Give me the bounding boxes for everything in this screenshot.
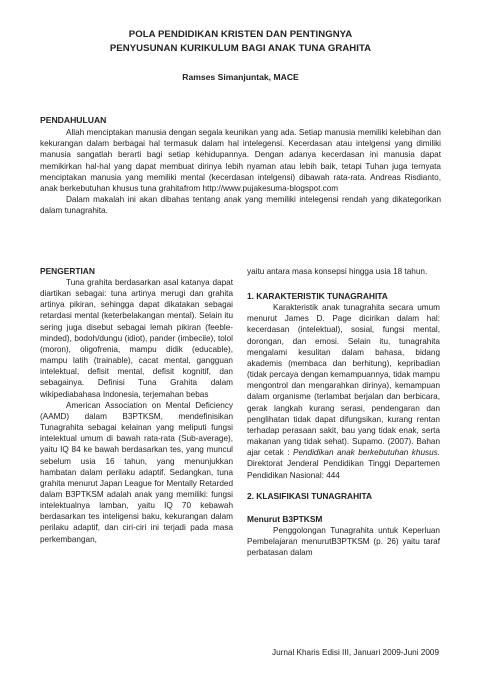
title-line-1: POLA PENDIDIKAN KRISTEN DAN PENTINGNYA: [128, 29, 353, 40]
heading-karakteristik: 1. KARAKTERISTIK TUNAGRAHITA: [247, 291, 388, 302]
page-footer: Jurnal Kharis Edisi III, Januari 2009-Juni 2009: [271, 648, 439, 657]
section-pendahuluan: [40, 127, 441, 217]
title-line-2: PENYUSUNAN KURIKULUM BAGI ANAK TUNA GRAHITA: [109, 43, 372, 54]
paragraph: Tuna grahita berdasarkan asal katanya dapat diartikan sebagai: tuna artinya merugi dan grahita artinya pikiran, sehingga dapat dikatakan sebagai retardasi mental (keterbelakangan mental). Selain itu sering juga disebut sebagai lemah pikiran (feeble-minded), bodoh/dungu (idiot), pander (imbecile), tolol (moron), oligofrenia, mampu didik (educable), mampu latih (trainable), cacat mental, gangguan intelektual, defisit mental, defisit kognitif, dan sebagainya. Definisi Tuna Grahita dalam wikipediabahasa Indonesia, terjemahan bebas: [40, 278, 233, 399]
paragraph: [247, 302, 440, 481]
heading-klasifikasi: 2. KLASIFIKASI TUNAGRAHITA: [247, 490, 373, 501]
paragraph-continuation: yaitu antara masa konsepsi hingga usia 18 tahun.: [247, 267, 428, 276]
right-column: [247, 266, 440, 558]
paragraph: Allah menciptakan manusia dengan segala keunikan yang ada. Setiap manusia memiliki kelebihan dan kekurangan dalam berbagai hal termasuk dalam hal intelegensi. Kecerdasan atau intelgensi yang dimiliki manusia sangatlah berarti bagi setiap kehidupannya. Dengan adanya kecerdasan ini manusia dapat memikirkan hal-hal yang dapat membuat dirinya lebih nyaman atau lebih baik, tetapi Tuhan juga ternyata menciptakan manusia yang memiliki mental (kecerdasan intelgensi) dibawah rata-rata. Andreas Risdianto, anak berkebutuhan khusus tuna grahitafrom http://www.pujakesuma-blogspot.com: [40, 128, 441, 194]
heading-pendahuluan: PENDAHULUAN: [40, 115, 107, 125]
paragraph: American Association on Mental Deficiency (AAMD) dalam B3PTKSM, mendefinisikan Tunagrahita sebagai kelainan yang meliputi fungsi intelektual umum di bawah rata-rata (Sub-average), yaitu IQ 84 ke bawah berdasarkan tes, yang muncul sebelum usia 16 tahun, yang menunjukkan hambatan dalam perilaku adaptif. Sedangkan, tuna grahita menurut Japan League for Mentally Retarded dalam B3PTKSM adalah anak yang memiliki: fungsi intelektualnya lamban, yaitu IQ 70 kebawah berdasarkan tes inteligensi baku, kekurangan dalam perilaku adaptif, dan ciri-ciri ini terjadi pada masa perkembangan,: [40, 400, 233, 544]
article-title: [40, 28, 441, 56]
paragraph: Dalam makalah ini akan dibahas tentang anak yang memiliki intelegensi rendah yang dikategorikan dalam tunagrahita.: [40, 195, 441, 216]
italic-title: Pendidikan anak berkebutuhan khusus.: [292, 448, 441, 458]
subheading-b3ptksm: Menurut B3PTKSM: [247, 513, 323, 524]
heading-pengertian: PENGERTIAN: [40, 266, 95, 276]
text-run: Direktorat Jenderal Pendidikan Tinggi Departemen Pendidikan Nasional: 444: [247, 459, 440, 480]
article-author: Ramses Simanjuntak, MACE: [182, 72, 299, 82]
text-run: Karakteristik anak tunagrahita secara umum menurut James D. Page dicirikan dalam hal: kecerdasan (intelektual), sosial, fungsi mental, dorongan, dan emosi. Selain itu, tunagrahita mengalami kesulitan dalam bahasa, bidang akademis (membaca dan berhitung), kepribadian (tidak percaya dengan kemampuannya, tidak mampu mengontrol dan mengarahkan dirinya), kemampuan dalam organisme (terlambat berjalan dan berbicara, gerak langkah kurang serasi, pendengaran dan penglihatan tidak dapat difungsikan, kurang rentan terhadap perasaan sakit, bau yang tidak enak, serta makanan yang tidak sehat). Supamo. (2007). Bahan ajar cetak :: [247, 303, 440, 458]
left-column: [40, 266, 233, 545]
paragraph: Penggolongan Tunagrahita untuk Keperluan Pembelajaran menurutB3PTKSM (p. 26) yaitu taraf perbatasan dalam: [247, 525, 440, 557]
